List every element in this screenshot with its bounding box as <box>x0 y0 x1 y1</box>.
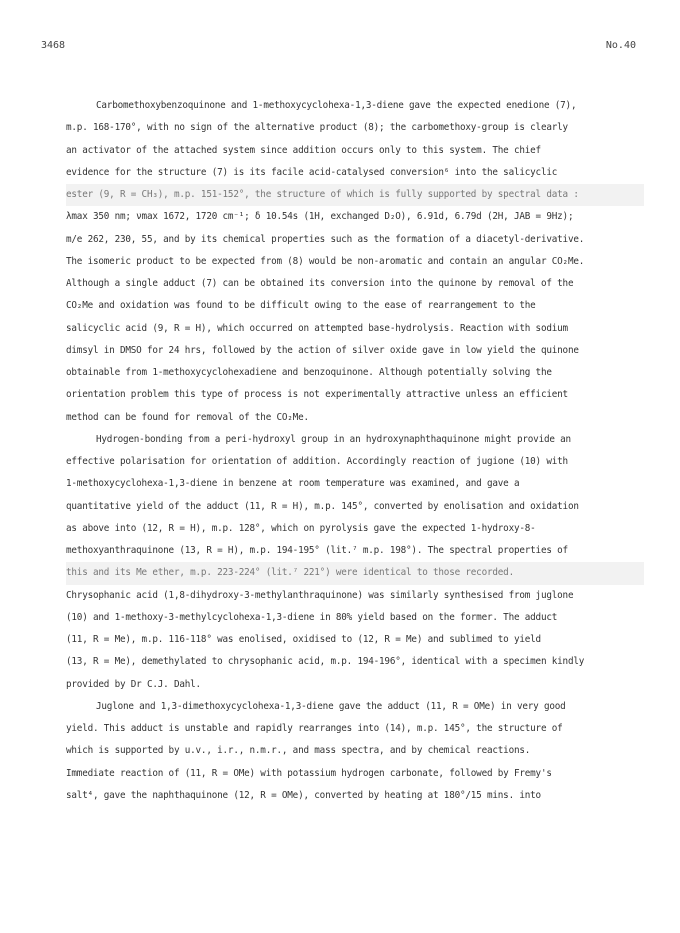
text-line: which is supported by u.v., i.r., n.m.r., and mass spectra, and by chemical reactions. <box>66 745 531 757</box>
issue-number: No.40 <box>605 40 636 51</box>
text-line: method can be found for removal of the CO₂Me. <box>66 411 309 423</box>
text-line: (10) and 1-methoxy-3-methylcyclohexa-1,3-diene in 80% yield based on the former. The adduct <box>66 611 558 623</box>
text-line: orientation problem this type of process is not experimentally attractive unless an efficient <box>66 389 568 401</box>
text-line: methoxyanthraquinone (13, R = H), m.p. 194-195° (lit.⁷ m.p. 198°). The spectral properties of <box>66 545 568 556</box>
text-line: yield. This adduct is unstable and rapidly rearranges into (14), m.p. 145°, the structure of <box>66 723 563 734</box>
text-line: Juglone and 1,3-dimethoxycyclohexa-1,3-diene gave the adduct (11, R = OMe) in very good <box>96 700 566 712</box>
text-line: λmax 350 nm; νmax 1672, 1720 cm⁻¹; δ 10.54s (1H, exchanged D₂O), 6.91d, 6.79d (2H, JAB = 9Hz); <box>66 211 574 223</box>
text-line: as above into (12, R = H), m.p. 128°, which on pyrolysis gave the expected 1-hydroxy-8- <box>66 522 536 534</box>
text-line: dimsyl in DMSO for 24 hrs, followed by the action of silver oxide gave in low yield the quinone <box>66 344 579 356</box>
text-line: evidence for the structure (7) is its facile acid-catalysed conversion⁶ into the salicyclic <box>66 166 558 178</box>
page-header <box>41 40 636 56</box>
text-line: effective polarisation for orientation of addition. Accordingly reaction of jugione (10) with <box>66 456 568 467</box>
text-line: provided by Dr C.J. Dahl. <box>66 678 201 690</box>
text-line: m/e 262, 230, 55, and by its chemical properties such as the formation of a diacetyl-derivative. <box>66 233 585 245</box>
text-line: Immediate reaction of (11, R = OMe) with potassium hydrogen carbonate, followed by Fremy's <box>66 767 552 779</box>
text-line: ester (9, R = CH₃), m.p. 151-152°, the structure of which is fully supported by spectral data : <box>66 184 644 206</box>
text-line: obtainable from 1-methoxycyclohexadiene and benzoquinone. Although potentially solving the <box>66 367 552 378</box>
text-line: an activator of the attached system since addition occurs only to this system. The chief <box>66 144 541 156</box>
text-line: m.p. 168-170°, with no sign of the alternative product (8); the carbomethoxy-group is clearly <box>66 122 568 134</box>
text-line: 1-methoxycyclohexa-1,3-diene in benzene at room temperature was examined, and gave a <box>66 478 520 490</box>
text-line: Hydrogen-bonding from a peri-hydroxyl group in an hydroxynaphthaquinone might provide an <box>96 433 571 445</box>
text-line: (11, R = Me), m.p. 116-118° was enolised, oxidised to (12, R = Me) and sublimed to yield <box>66 634 541 645</box>
page-number: 3468 <box>41 40 66 51</box>
text-line: Although a single adduct (7) can be obtained its conversion into the quinone by removal of the <box>66 278 574 289</box>
text-line: salicyclic acid (9, R = H), which occurred on attempted base-hydrolysis. Reaction with sodium <box>66 322 568 334</box>
text-line: salt⁴, gave the naphthaquinone (12, R = OMe), converted by heating at 180°/15 mins. into <box>66 789 541 801</box>
text-line: Chrysophanic acid (1,8-dihydroxy-3-methylanthraquinone) was similarly synthesised from juglone <box>66 589 574 601</box>
text-line: Carbomethoxybenzoquinone and 1-methoxycyclohexa-1,3-diene gave the expected enedione (7), <box>96 100 577 111</box>
body-text <box>66 95 644 807</box>
text-line: this and its Me ether, m.p. 223-224° (lit.⁷ 221°) were identical to those recorded. <box>66 562 644 584</box>
text-line: quantitative yield of the adduct (11, R = H), m.p. 145°, converted by enolisation and oxidation <box>66 500 579 512</box>
text-line: (13, R = Me), demethylated to chrysophanic acid, m.p. 194-196°, identical with a specimen kindly <box>66 656 585 668</box>
text-line: The isomeric product to be expected from (8) would be non-aromatic and contain an angular CO₂Me. <box>66 255 585 267</box>
text-line: CO₂Me and oxidation was found to be difficult owing to the ease of rearrangement to the <box>66 300 536 312</box>
